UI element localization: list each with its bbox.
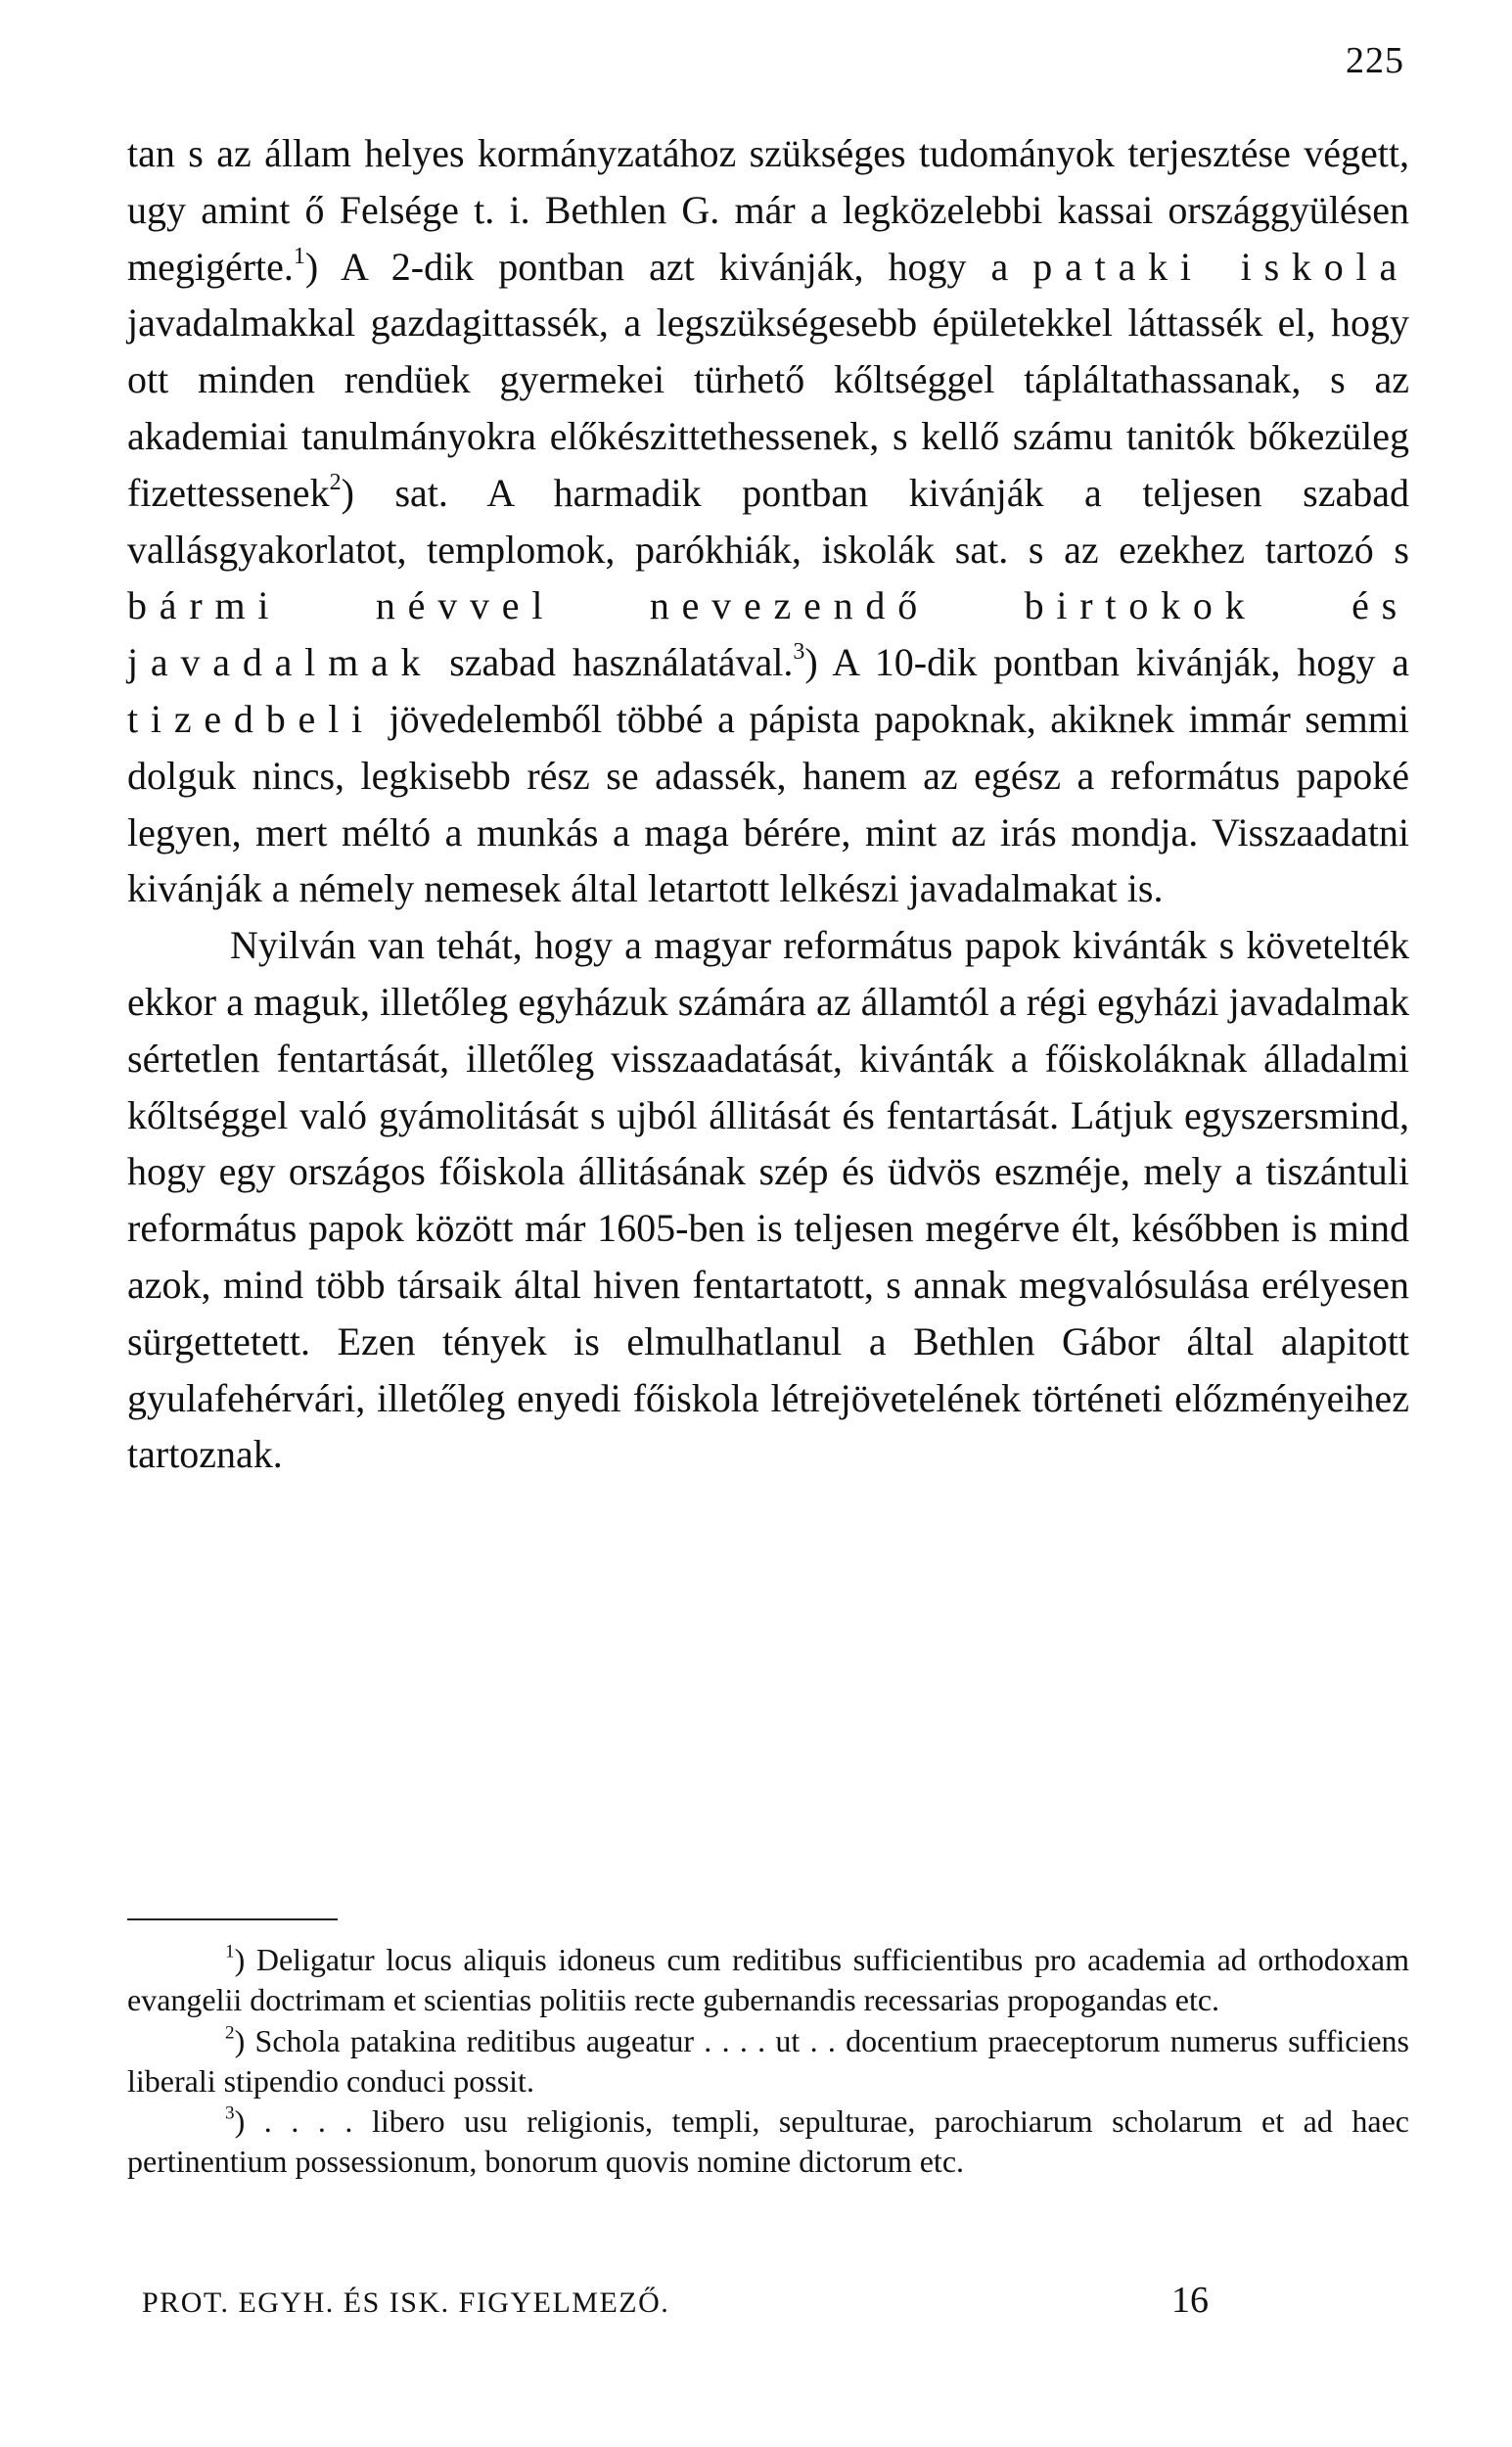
footnote-text: Schola patakina reditibus augeatur . . . . ut . . docentium praeceptorum numerus sufficiens liberali stipendio conduci possit. — [127, 2022, 1409, 2099]
footnote-mark: 2 — [225, 2022, 235, 2044]
text-run: szabad használatával. — [433, 640, 794, 685]
paragraph-1: tan s az állam helyes kormányzatához szükséges tudományok terjesztése végett, ugy amint ő Felsége t. i. Bethlen G. már a legközelebbi kassai országgyülésen megigérte.$^1$) A 2-dik pontban azt kivánják, hogy a pataki iskola javadalmakkal gazdagittassék, a legszükségesebb épületekkel láttassék el, hogy ott minden rendüek gyermekei türhető kőltséggel tápláltathassanak, s az akademiai tanulmányokra előkészittethessenek, s kellő számu tanitók bőkezüleg fizettessenek$^2$) sat. A harmadik pontban kivánják a teljesen szabad vallásgyakorlatot, templomok, parókhiák, iskolák sat. s az ezekhez tartozó s bármi névvel nevezendő birtokok és javadalmak szabad használatával.$^3$) A 10-dik pontban kivánják, hogy a tizedbeli jövedelemből többé a pápista papoknak, akiknek immár semmi dolguk nincs, legkisebb rész se adassék, hanem az egész a református papoké legyen, mert méltó a munkás a maga bérére, mint az irás mondja. Visszaadatni kivánják a némely nemesek által letartott lelkészi javadalmakat is. — [127, 131, 1409, 911]
footnote-1: $^1$) Deligatur locus aliquis idoneus cum reditibus sufficientibus pro academia ad orthodoxam evangelii doctrimam et scientias politiis recte gubernandis recessarias propogandas etc. — [127, 1941, 1409, 2018]
body-text — [127, 125, 1409, 1483]
text-run: javadalmakkal gazdagittassék, a legszükségesebb épületekkel láttassék el, hogy ott minden rendüek gyermekei türhető kőltséggel tápláltathassanak, s az akademiai tanulmányokra előkészittethessenek, s kellő számu tanitók bőkezüleg fizettessenek — [127, 300, 1409, 515]
footnote-separator — [127, 1918, 338, 1920]
page-number: 225 — [1346, 40, 1404, 81]
footnote-3: $^3$) . . . . libero usu religionis, templi, sepulturae, parochiarum scholarum et ad haec pertinentium possessionum, bonorum quovis nomine dictorum etc. — [127, 2102, 1409, 2180]
footnote-mark: 3 — [225, 2102, 235, 2124]
text-run: tan s az állam helyes kormányzatához szükséges tudományok terjesztése végett, ugy amint ő Felsége t. i. Bethlen G. már a legközelebbi kassai országgyülésen megigérte. — [127, 131, 1409, 289]
text-run: A 10-dik pontban kivánják, hogy a — [817, 640, 1409, 685]
journal-title: PROT. EGYH. ÉS ISK. FIGYELMEZŐ. — [142, 2286, 670, 2319]
footnote-mark: 1 — [225, 1941, 235, 1962]
emphasis-birtokok: bármi névvel nevezendő birtokok és javadalmak — [127, 583, 1409, 685]
footnote-ref-2: 2 — [329, 469, 342, 495]
footnote-2: $^2$) Schola patakina reditibus augeatur . . . . ut . . docentium praeceptorum numerus sufficiens liberali stipendio conduci possit. — [127, 2022, 1409, 2099]
footnote-text: . . . . libero usu religionis, templi, sepulturae, parochiarum scholarum et ad haec pertinentium possessionum, bonorum quovis nomine dictorum etc. — [127, 2103, 1409, 2180]
emphasis-pataki-iskola: pataki iskola — [1032, 244, 1409, 289]
footnotes — [127, 1940, 1409, 2183]
signature-number: 16 — [1171, 2280, 1209, 2321]
footnote-text: Deligatur locus aliquis idoneus cum reditibus sufficientibus pro academia ad orthodoxam evangelii doctrimam et scientias politiis recte gubernandis recessarias propogandas etc. — [127, 1942, 1409, 2018]
footnote-ref-1: 1 — [293, 243, 305, 269]
emphasis-tizedbeli: tizedbeli — [127, 696, 375, 741]
text-run: A 2-dik pontban azt kivánják, hogy a — [318, 244, 1033, 289]
text-run: sat. A harmadik pontban kivánják a teljesen szabad vallásgyakorlatot, templomok, parókhiák, iskolák sat. s az ezekhez tartozó s — [127, 470, 1409, 572]
text-run: jövedelemből többé a pápista papoknak, akiknek immár semmi dolguk nincs, legkisebb rész se adassék, hanem az egész a református papoké legyen, mert méltó a munkás a maga bérére, mint az irás mondja. Visszaadatni kivánják a némely nemesek által letartott lelkészi javadalmakat is. — [127, 696, 1409, 911]
footnote-ref-3: 3 — [793, 639, 805, 666]
page-footer — [142, 2279, 1209, 2322]
paragraph-2: Nyilván van tehát, hogy a magyar református papok kivánták s követelték ekkor a maguk, illetőleg egyházuk számára az államtól a régi egyházi javadalmak sértetlen fentartását, illetőleg visszaadatását, kivánták a főiskoláknak álladalmi kőltséggel való gyámolitását s ujból állitását és fentartását. Látjuk egyszersmind, hogy egy országos főiskola állitásának szép és üdvös eszméje, mely a tiszántuli református papok között már 1605-ben is teljesen megérve élt, későbben is mind azok, mind több társaik által hiven fentartatott, s annak megvalósulása erélyesen sürgettetett. Ezen tények is elmulhatlanul a Bethlen Gábor által alapitott gyulafehérvári, illetőleg enyedi főiskola létrejövetelének történeti előzményeihez tartoznak. — [127, 923, 1409, 1477]
